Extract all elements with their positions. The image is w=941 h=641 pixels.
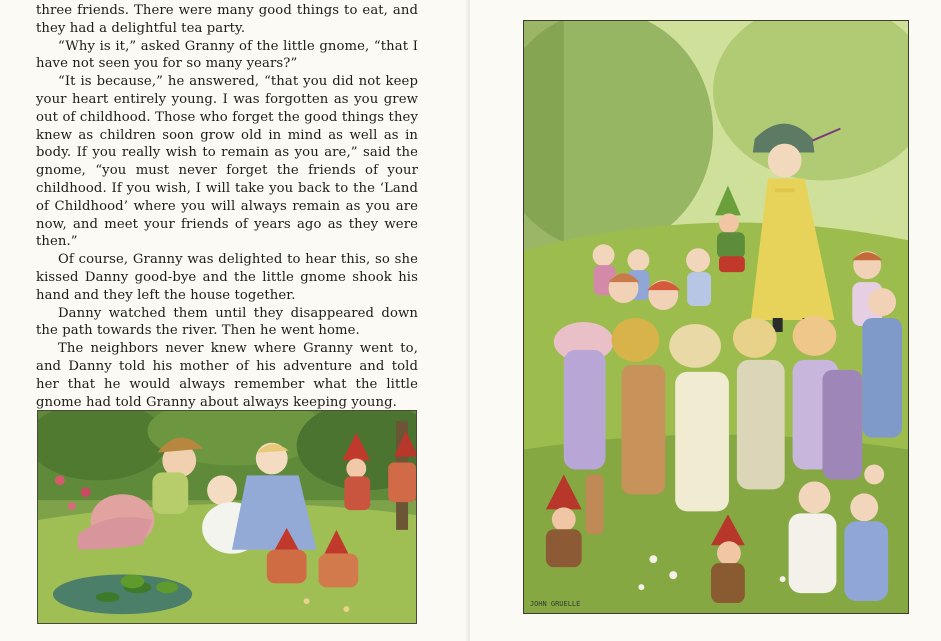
- artist-signature: JOHN GRUELLE: [529, 600, 581, 609]
- paragraph-3: “It is because,” he answered, “that you did not keep your heart entirely young. I was forgotten as you grew out of childhood. Those who forget the good things they knew as children soon grow old in mind as well as in body. If you really wish to remain as you are,” said the gnome, “you must never forget the friends of your childhood. If you wish, I will take you back to the ‘Land of Childhood’ where you will always remain as you are now, and meet your friends of years ago as they were then.”: [36, 74, 418, 250]
- paragraph-4: Of course, Granny was delighted to hear this, so she kissed Danny good-bye and the little gnome shook his hand and they left the house together.: [36, 252, 418, 303]
- story-text: [36, 2, 418, 411]
- tea-party-scene: [38, 411, 416, 623]
- paragraph-1: three friends. There were many good things to eat, and they had a delightful tea party.: [36, 3, 418, 36]
- paragraph-2: “Why is it,” asked Granny of the little gnome, “that I have not seen you for so many years?”: [36, 38, 418, 72]
- left-page: [0, 0, 470, 641]
- tea-party-illustration: [37, 410, 417, 624]
- paragraph-6: The neighbors never knew where Granny went to, and Danny told his mother of his adventure and told her that he would always remember what the little gnome had told Granny about always keeping young.: [36, 341, 418, 410]
- granny-farewell-scene: [524, 21, 908, 613]
- granny-and-children-illustration: [523, 20, 909, 614]
- right-page: [470, 0, 941, 641]
- paragraph-5: Danny watched them until they disappeared down the path towards the river. Then he went home.: [36, 305, 418, 339]
